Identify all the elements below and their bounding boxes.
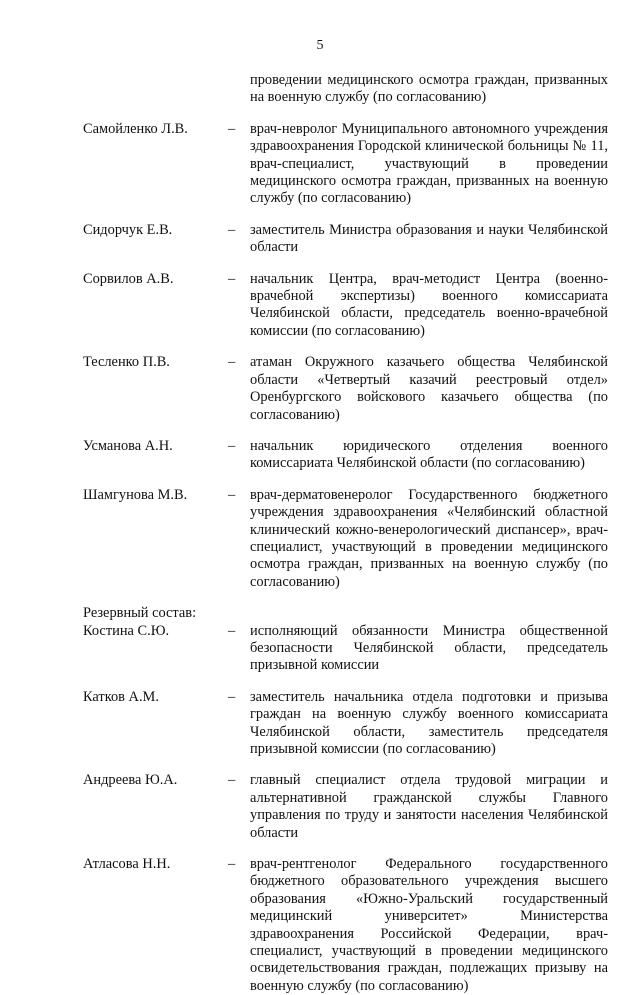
member-list — [83, 72, 608, 995]
dash: – — [228, 221, 236, 238]
member-role: заместитель Министра образования и науки Челябинской области — [250, 221, 608, 256]
member-row — [83, 772, 608, 842]
member-row — [83, 271, 608, 341]
member-row — [83, 438, 608, 473]
dash: – — [228, 437, 236, 454]
dash: – — [228, 688, 236, 705]
dash: – — [228, 486, 236, 503]
member-role: начальник юридического отделения военного комиссариата Челябинской области (по согласованию) — [250, 437, 608, 472]
dash: – — [228, 354, 236, 371]
member-row — [83, 354, 608, 424]
member-name: Самойленко Л.В. — [83, 120, 188, 137]
member-name: Катков А.М. — [83, 688, 159, 705]
reserve-section-label: Резервный состав: — [83, 605, 197, 622]
continuation-text: проведении медицинского осмотра граждан, призванных на военную службу (по согласованию) — [250, 72, 608, 106]
member-row — [83, 487, 608, 591]
dash: – — [228, 270, 236, 287]
member-role: заместитель начальника отдела подготовки и призыва граждан на военную службу военного комиссариата Челябинской области, заместитель председателя призывной комиссии (по согласованию) — [250, 688, 608, 757]
member-role: атаман Окружного казачьего общества Челябинской области «Четвертый казачий реестровый отдел» Оренбургского войскового казачьего общества (по согласованию) — [250, 354, 608, 423]
member-name: Шамгунова М.В. — [83, 486, 188, 503]
member-role: врач-дерматовенеролог Государственного бюджетного учреждения здравоохранения «Челябинский областной клинический кожно-венерологический диспансер», врач-специалист, участвующий в проведении медицинского осмотра граждан, призванных на военную службу (по согласованию) — [250, 486, 608, 590]
member-name: Сорвилов А.В. — [83, 270, 174, 287]
member-name: Тесленко П.В. — [83, 354, 170, 371]
member-row — [83, 121, 608, 208]
member-row — [83, 689, 608, 759]
member-name: Усманова А.Н. — [83, 437, 173, 454]
member-row — [83, 222, 608, 257]
member-role: врач-невролог Муниципального автономного учреждения здравоохранения Городской клинической больницы № 11, врач-специалист, участвующий в проведении медицинского осмотра граждан, призванных на военную службу (по согласованию) — [250, 120, 608, 207]
member-role: врач-рентгенолог Федерального государственного бюджетного образовательного учреждения высшего образования «Южно-Уральский государственный медицинский университет» Министерства здравоохранения Российской Федерации, врач-специалист, участвующий в проведении медицинского освидетельствования граждан, подлежащих призыву на военную службу (по согласованию) — [250, 856, 608, 994]
member-role: начальник Центра, врач-методист Центра (военно-врачебной экспертизы) военного комиссариата Челябинской области, председатель военно-врачебной комиссии (по согласованию) — [250, 270, 608, 339]
member-row — [83, 856, 608, 995]
page-number: 5 — [316, 38, 324, 53]
dash: – — [228, 856, 236, 873]
dash: – — [228, 120, 236, 137]
member-role: главный специалист отдела трудовой миграции и альтернативной гражданской службы Главного управления по труду и занятости населения Челябинской области — [250, 772, 608, 841]
member-name: Костина С.Ю. — [83, 622, 170, 639]
member-name: Андреева Ю.А. — [83, 772, 178, 789]
member-name: Атласова Н.Н. — [83, 856, 171, 873]
member-row — [83, 623, 608, 675]
member-name: Сидорчук Е.В. — [83, 221, 173, 238]
dash: – — [228, 772, 236, 789]
continuation-row — [83, 72, 608, 107]
dash: – — [228, 622, 236, 639]
member-role: исполняющий обязанности Министра общественной безопасности Челябинской области, председатель призывной комиссии — [250, 622, 608, 674]
